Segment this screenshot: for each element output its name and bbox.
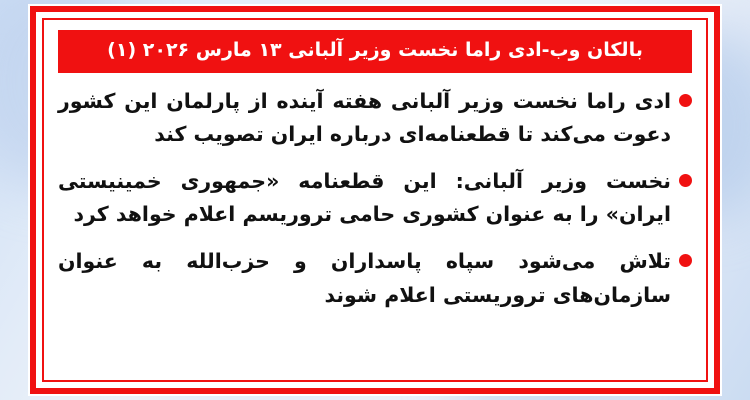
list-item-text: ادی راما نخست وزیر آلبانی هفته آینده از پارلمان این کشور دعوت می‌کند تا قطعنامه‌ای درباره ایران تصویب کند (58, 88, 671, 146)
headline-banner: بالکان وب-ادی راما نخست وزیر آلبانی ۱۳ مارس ۲۰۲۶ (۱) (58, 30, 692, 73)
bullet-list (58, 85, 692, 312)
bullet-dot-icon (679, 174, 692, 187)
list-item-text: نخست وزیر آلبانی: این قطعنامه «جمهوری خمینیستی ایران» را به عنوان کشوری حامی تروریسم اعلام خواهد کرد (58, 168, 671, 227)
news-card (30, 6, 720, 394)
news-card-inner (42, 18, 708, 382)
list-item (58, 165, 692, 231)
list-item-text: تلاش می‌شود سپاه پاسداران و حزب‌الله به عنوان سازمان‌های تروریستی اعلام شوند (58, 249, 671, 307)
list-item (58, 85, 692, 151)
bullet-dot-icon (679, 254, 692, 267)
list-item (58, 245, 692, 311)
bullet-dot-icon (679, 94, 692, 107)
